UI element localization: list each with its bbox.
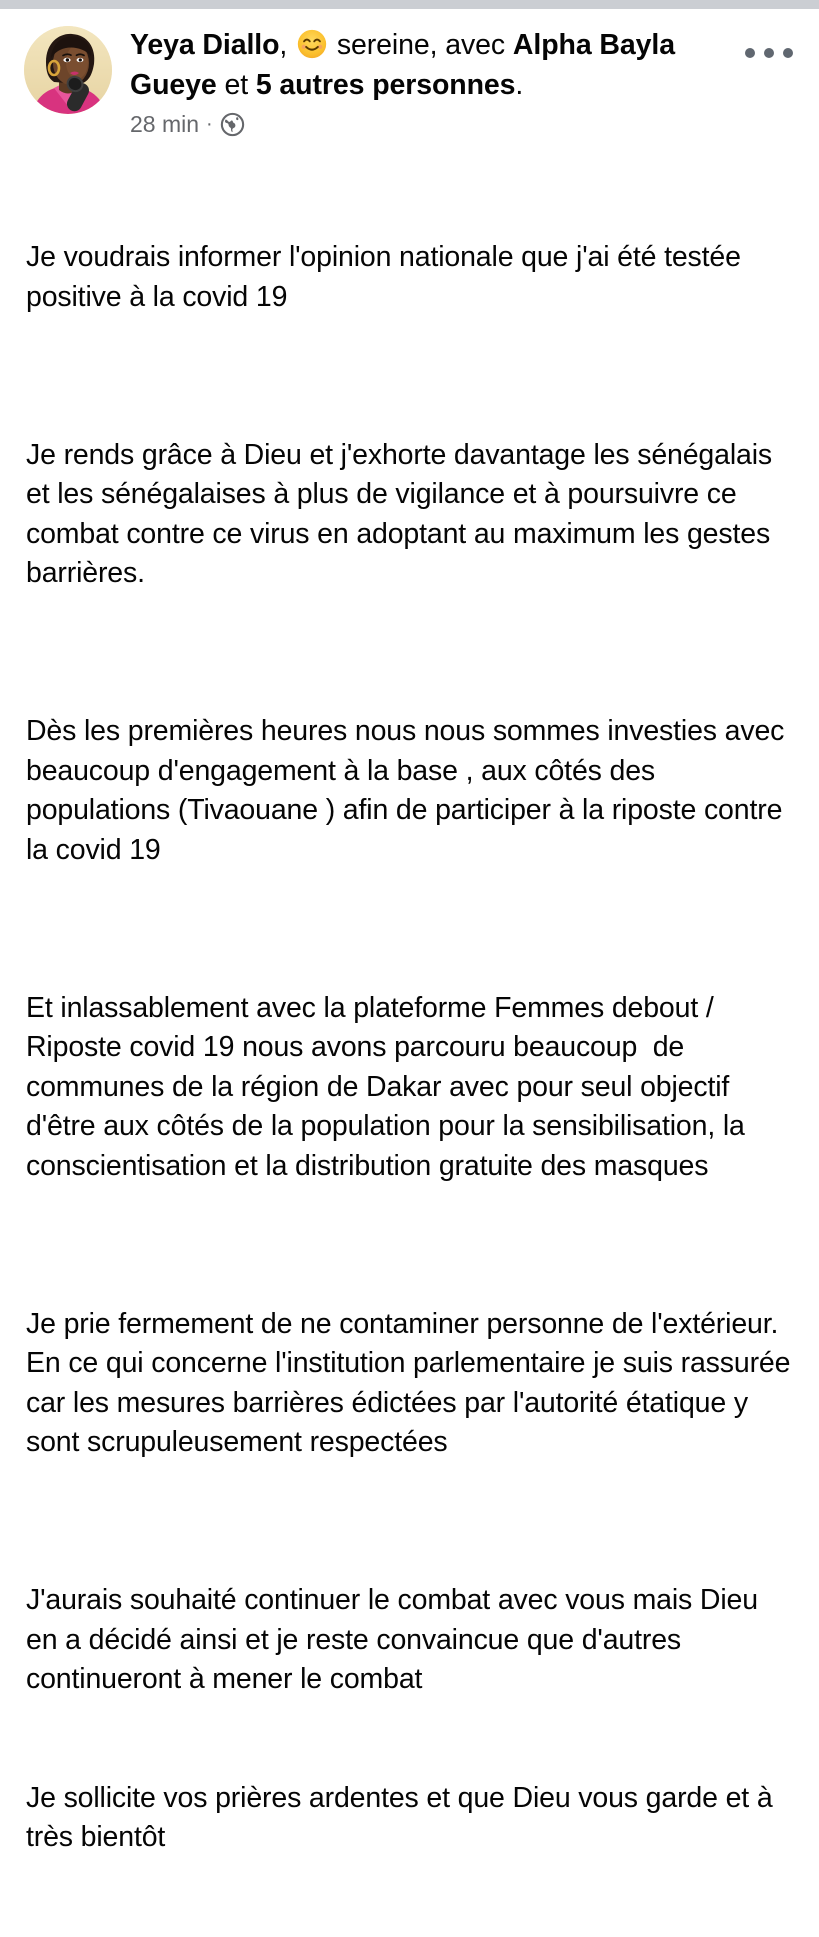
byline-after-name: ,: [279, 29, 296, 61]
timestamp[interactable]: 28 min: [130, 111, 200, 137]
avatar[interactable]: [24, 26, 112, 114]
post-byline: [130, 25, 741, 105]
post-paragraph: Je sollicite vos prières ardentes et que Dieu vous garde et à très bientôt: [26, 1781, 781, 1853]
post-paragraph: Je voudrais informer l'opinion nationale que j'ai été testée positive à la covid 19: [26, 241, 749, 313]
globe-icon[interactable]: [220, 112, 245, 137]
smiling-face-with-smiling-eyes-icon: [297, 29, 327, 59]
post-paragraph: Et inlassablement avec la plateforme Femmes debout / Riposte covid 19 nous avons parcouru beaucoup de communes de la région de Dakar avec pour seul objectif d'être aux côtés de la population pour la sensibilisation, la conscientisation et la distribution gratuite des masques: [26, 991, 753, 1182]
post-paragraph: Je rends grâce à Dieu et j'exhorte davantage les sénégalais et les sénégalaises à plus de vigilance et à poursuivre ce combat contre ce virus en adoptant au maximum les gestes barrières.: [26, 438, 780, 589]
ellipsis-dot-3: [783, 48, 793, 58]
post-options-button[interactable]: [741, 33, 797, 73]
byline-period: .: [515, 69, 524, 101]
byline-connector: et: [216, 69, 256, 101]
meta-separator: ·: [206, 113, 213, 135]
facebook-post: [0, 9, 819, 1937]
ellipsis-dot-1: [745, 48, 755, 58]
top-chrome-strip: [0, 0, 819, 9]
post-paragraph: Je prie fermement de ne contaminer personne de l'extérieur. En ce qui concerne l'institution parlementaire je suis rassurée car les mesures barrières édictées par l'autorité étatique y sont scrupuleusement respectées: [26, 1307, 799, 1458]
tagged-person-link[interactable]: Alpha Bayla Gueye: [130, 29, 675, 101]
post-header: [0, 23, 819, 139]
post-text-body: [0, 159, 819, 1937]
ellipsis-dot-2: [764, 48, 774, 58]
post-byline-block: [112, 23, 741, 139]
other-people-link[interactable]: 5 autres personnes: [255, 69, 516, 101]
author-name[interactable]: Yeya Diallo: [130, 29, 280, 61]
post-meta: [130, 109, 741, 139]
post-paragraph: Dès les premières heures nous nous sommes investies avec beaucoup d'engagement à la base , aux côtés des populations (Tivaouane ) afin de participer à la riposte contre la covid 19: [26, 715, 793, 866]
post-paragraph: J'aurais souhaité continuer le combat avec vous mais Dieu en a décidé ainsi et je reste convaincue que d'autres continueront à mener le combat: [26, 1584, 766, 1695]
byline-feeling: sereine, avec: [329, 29, 513, 61]
